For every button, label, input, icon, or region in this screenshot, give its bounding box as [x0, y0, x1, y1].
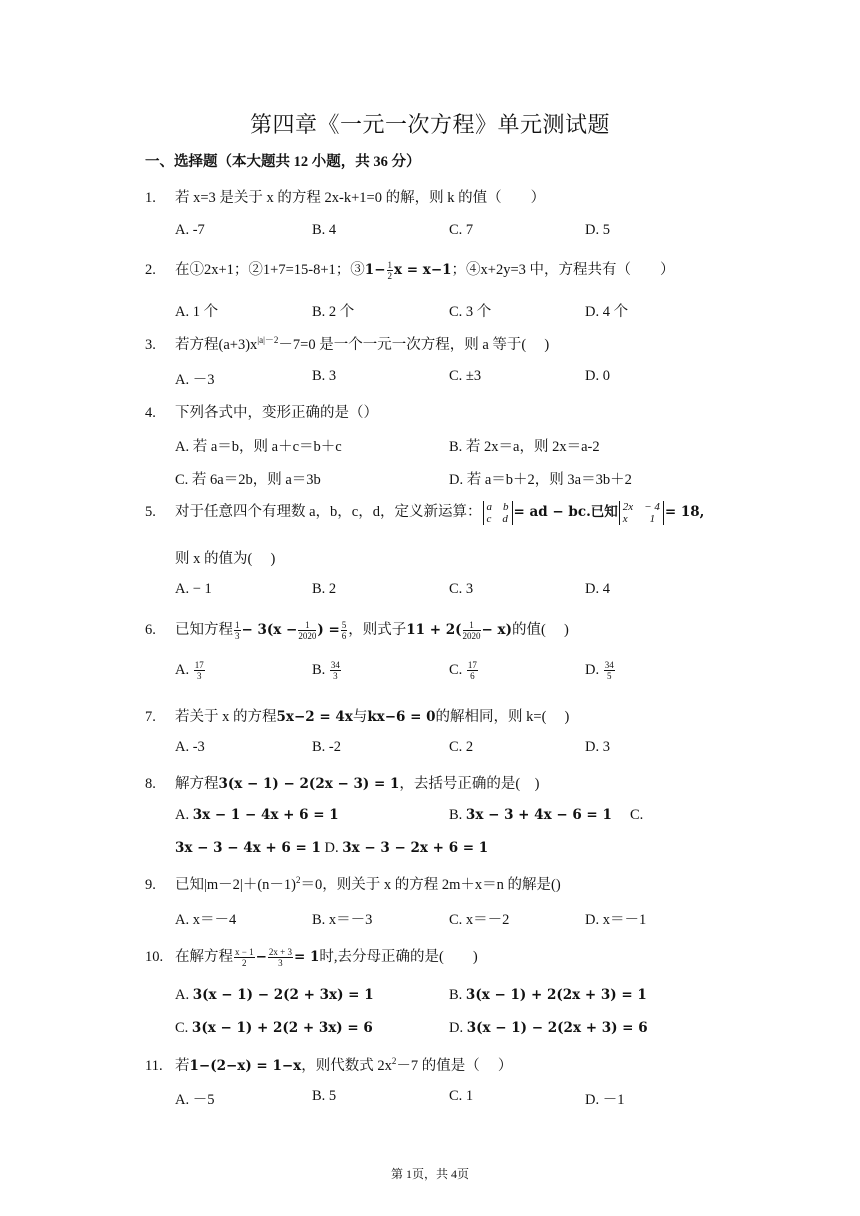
option-2d: D. 4 个 — [585, 304, 629, 320]
option-5a: A. − 1 — [175, 581, 212, 597]
option-5d: D. 4 — [585, 581, 610, 597]
section-heading: 一、选择题（本大题共 12 小题，共 36 分） — [145, 154, 421, 170]
option-7a: A. -3 — [175, 739, 205, 755]
question-6: 6. 已知方程 $\frac{1}{3}$ − 3(x − $\frac{1}{2020}$ ) = $\frac{5}{6}$ ，则式子11 + 2( $\frac{1}{2020}$ − x)的值( ) — [145, 620, 569, 642]
option-3c: C. ±3 — [449, 368, 482, 384]
option-9a: A. x＝－4 — [175, 912, 237, 928]
option-6b: B. $\frac{34}{3}$ — [312, 660, 340, 681]
option-9c: C. x＝－2 — [449, 912, 510, 928]
option-2b: B. 2 个 — [312, 304, 355, 320]
option-8c-expr: 3x − 3 − 4x + 6 = 1 D. 3x − 3 − 2x + 6 = 1 — [175, 840, 489, 856]
option-9b: B. x＝－3 — [312, 912, 373, 928]
question-10: 10. 在解方程 $\frac{x - 1}{2}$ − $\frac{2x + 3}{3}$ = 1时,去分母正确的是( ) — [145, 947, 478, 969]
option-1c: C. 7 — [449, 222, 474, 238]
option-7b: B. -2 — [312, 739, 341, 755]
option-10d: D. 3(x − 1) − 2(2x + 3) = 6 — [449, 1020, 648, 1036]
option-5c: C. 3 — [449, 581, 474, 597]
option-2c: C. 3 个 — [449, 304, 492, 320]
option-7d: D. 3 — [585, 739, 610, 755]
page-title: 第四章《一元一次方程》单元测试题 — [249, 112, 610, 137]
option-4d: D. 若 a＝b＋2，则 3a＝3b＋2 — [449, 472, 632, 488]
question-4: 4. 下列各式中，变形正确的是（） — [145, 405, 378, 421]
determinant-given: 2x − 4 x 1 — [619, 501, 664, 525]
option-11a: A. －5 — [175, 1092, 215, 1108]
option-1a: A. -7 — [175, 222, 205, 238]
option-11c: C. 1 — [449, 1088, 474, 1104]
option-2a: A. 1 个 — [175, 304, 219, 320]
option-10a: A. 3(x − 1) − 2(2 + 3x) = 1 — [175, 987, 374, 1003]
option-8a: A. 3x − 1 − 4x + 6 = 1 — [175, 807, 339, 823]
question-5-line2: 则 x 的值为( ) — [175, 551, 276, 567]
option-4a: A. 若 a＝b，则 a＋c＝b＋c — [175, 439, 342, 455]
question-1: 1. 若 x=3 是关于 x 的方程 2x-k+1=0 的解，则 k 的值（ ） — [145, 190, 546, 206]
option-11b: B. 5 — [312, 1088, 337, 1104]
question-5: 5. 对于任意四个有理数 a，b，c，d，定义新运算： a b c d = ad − bc.已知 2x − 4 x 1 = 18, — [145, 500, 705, 525]
option-9d: D. x＝－1 — [585, 912, 647, 928]
question-3: 3. 若方程$(a+3)x^{|a|-2}-7=0$ 是一个一元一次方程，则 a 等于( ) — [145, 335, 550, 353]
option-6d: D. $\frac{34}{5}$ — [585, 660, 614, 681]
option-1d: D. 5 — [585, 222, 610, 238]
option-5b: B. 2 — [312, 581, 337, 597]
question-2: 2. 在①2x+1；②1+7=15-8+1；③1− $\frac{1}{2}$ x = x−1；④x+2y=3 中，方程共有（ ） — [145, 260, 675, 282]
option-4c: C. 若 6a＝2b，则 a＝3b — [175, 472, 321, 488]
option-3d: D. 0 — [585, 368, 610, 384]
question-9: 9. 已知$|m-2|+(n-1)^2=0$，则关于 x 的方程 2m＋x＝n 的解是() — [145, 875, 561, 893]
question-7: 7. 若关于 x 的方程5x−2 = 4x与kx−6 = 0的解相同，则 k=( ) — [145, 709, 570, 725]
option-3a: A. －3 — [175, 372, 215, 388]
option-3b: B. 3 — [312, 368, 337, 384]
option-8c-label: C. — [630, 807, 644, 823]
option-10b: B. 3(x − 1) + 2(2x + 3) = 1 — [449, 987, 647, 1003]
option-6a: A. $\frac{17}{3}$ — [175, 660, 204, 681]
determinant-abcd: a b c d — [483, 501, 513, 525]
option-10c: C. 3(x − 1) + 2(2 + 3x) = 6 — [175, 1020, 373, 1036]
option-6c: C. $\frac{17}{6}$ — [449, 660, 477, 681]
option-4b: B. 若 2x＝a，则 2x＝a-2 — [449, 439, 600, 455]
question-11: 11. 若1−(2−x) = 1−x，则代数式 $2x^2-7$ 的值是（ ） — [145, 1056, 513, 1074]
page-footer: 第 1页，共 4页 — [390, 1167, 469, 1181]
option-7c: C. 2 — [449, 739, 474, 755]
option-11d: D. －1 — [585, 1092, 625, 1108]
option-1b: B. 4 — [312, 222, 337, 238]
question-8: 8. 解方程3(x − 1) − 2(2x − 3) = 1，去括号正确的是( ) — [145, 776, 540, 792]
option-8b: B. 3x − 3 + 4x − 6 = 1 — [449, 807, 612, 823]
